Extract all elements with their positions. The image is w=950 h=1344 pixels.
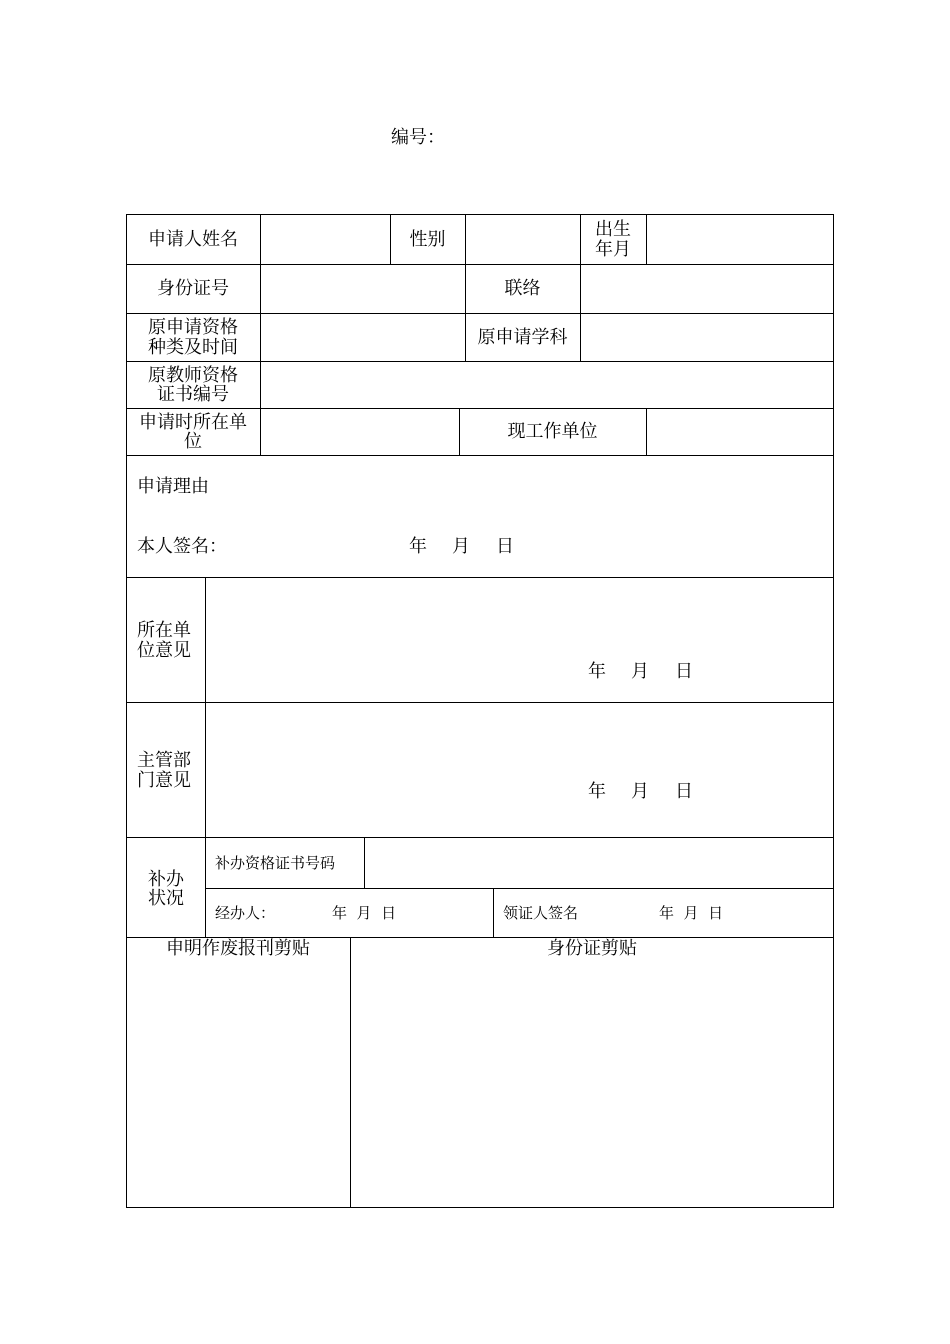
void-notice-paste-area	[127, 960, 350, 1207]
unit-opinion-label-line1: 所在单	[137, 620, 191, 641]
orig-cert-label-line2: 证书编号	[157, 384, 229, 405]
gender-label: 性别	[409, 229, 446, 250]
id-number-field[interactable]	[261, 265, 465, 313]
reissue-cert-number-field[interactable]	[365, 838, 833, 888]
orig-cert-label-line1: 原教师资格	[148, 365, 238, 386]
unit-opinion-field[interactable]	[206, 578, 833, 702]
reason-day: 日	[496, 536, 514, 557]
reason-month: 月	[452, 536, 470, 557]
serial-number-label: 编号：	[391, 127, 445, 148]
dept-opinion-year: 年	[588, 781, 606, 802]
reissue-label-line1: 补办	[148, 869, 184, 890]
orig-type-field[interactable]	[261, 314, 465, 361]
row-divider	[205, 888, 834, 889]
birth-label-line1: 出生	[595, 219, 631, 240]
reason-label: 申请理由	[137, 476, 209, 497]
current-unit-field[interactable]	[647, 409, 833, 455]
unit-at-apply-field[interactable]	[261, 409, 459, 455]
unit-opinion-month: 月	[631, 661, 649, 682]
birth-label-line2: 年月	[595, 239, 631, 260]
id-number-label: 身份证号	[157, 278, 229, 299]
contact-field[interactable]	[581, 265, 833, 313]
unit-at-apply-label-line2: 位	[184, 431, 202, 452]
id-card-paste-area	[351, 960, 833, 1207]
applicant-name-field[interactable]	[261, 215, 390, 264]
reason-year: 年	[409, 536, 427, 557]
receiver-signature-label: 领证人签名	[503, 904, 579, 922]
unit-at-apply-label-line1: 申请时所在单	[139, 412, 247, 433]
contact-label: 联络	[504, 278, 541, 299]
unit-opinion-year: 年	[588, 661, 606, 682]
birth-date-field[interactable]	[647, 215, 833, 264]
reissue-cert-number-label: 补办资格证书号码	[215, 854, 336, 872]
orig-cert-field[interactable]	[261, 362, 833, 408]
orig-type-label-line1: 原申请资格	[148, 317, 238, 338]
handler-date: 年 月 日	[332, 904, 397, 922]
dept-opinion-field[interactable]	[206, 703, 833, 837]
row-divider	[126, 455, 834, 456]
current-unit-label: 现工作单位	[507, 421, 598, 442]
orig-subject-label: 原申请学科	[477, 327, 568, 348]
orig-type-label-line2: 种类及时间	[148, 337, 238, 358]
dept-opinion-label-line2: 门意见	[137, 770, 191, 791]
gender-field[interactable]	[466, 215, 580, 264]
unit-opinion-day: 日	[675, 661, 693, 682]
void-notice-paste-label: 申明作废报刊剪贴	[166, 938, 310, 959]
dept-opinion-day: 日	[675, 781, 693, 802]
receiver-date: 年 月 日	[659, 904, 724, 922]
column-divider	[493, 888, 494, 937]
handler-label: 经办人：	[215, 904, 276, 922]
applicant-signature-label: 本人签名：	[137, 536, 227, 557]
applicant-name-label: 申请人姓名	[148, 229, 238, 250]
id-card-paste-label: 身份证剪贴	[547, 938, 637, 959]
dept-opinion-month: 月	[631, 781, 649, 802]
reissue-label-line2: 状况	[148, 888, 184, 909]
unit-opinion-label-line2: 位意见	[137, 640, 191, 661]
dept-opinion-label-line1: 主管部	[137, 750, 191, 771]
orig-subject-field[interactable]	[581, 314, 833, 361]
